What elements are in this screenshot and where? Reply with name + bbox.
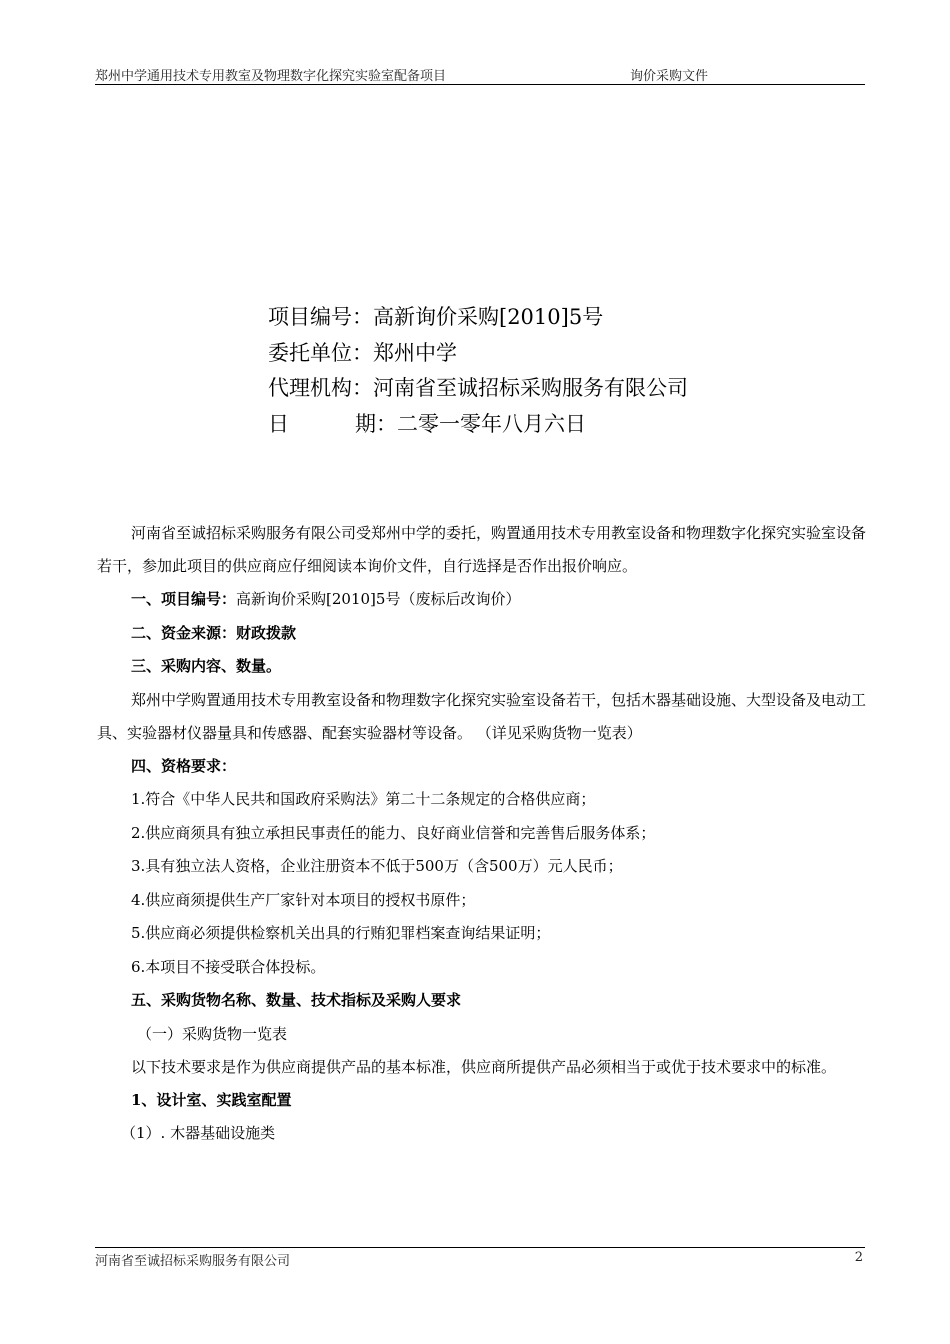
project-number-value: 高新询价采购[2010]5号	[373, 305, 604, 329]
section-3-paragraph: 郑州中学购置通用技术专用教室设备和物理数字化探究实验室设备若干，包括木器基础设施、大型设备及电动工具、实验器材仪器量具和传感器、配套实验器材等设备。 （详见采购货物一览表）	[97, 690, 867, 742]
section-5-heading: 五、采购货物名称、数量、技术指标及采购人要求	[131, 991, 462, 1009]
requirement-2: 2.供应商须具有独立承担民事责任的能力、良好商业信誉和完善售后服务体系；	[131, 823, 656, 842]
intro-paragraph: 河南省至诚招标采购服务有限公司受郑州中学的委托，购置通用技术专用教室设备和物理数字化探究实验室设备若干，参加此项目的供应商应仔细阅读本询价文件，自行选择是否作出报价响应。	[97, 524, 867, 575]
project-number-row	[268, 300, 688, 336]
requirement-5: 5.供应商必须提供检察机关出具的行贿犯罪档案查询结果证明；	[131, 924, 551, 942]
requirement-6: 6.本项目不接受联合体投标。	[131, 957, 326, 976]
client-value: 郑州中学	[373, 340, 457, 365]
date-label-second: 期：	[355, 411, 397, 436]
subsection-1-1-heading: （1）. 木器基础设施类	[121, 1124, 276, 1142]
date-row	[268, 407, 688, 443]
header-doc-type: 询价采购文件	[630, 69, 709, 84]
requirement-1: 1.符合《中华人民共和国政府采购法》第二十二条规定的合格供应商；	[131, 790, 596, 808]
date-value: 二零一零年八月六日	[397, 411, 586, 436]
date-label-first: 日	[268, 411, 289, 436]
header-title: 郑州中学通用技术专用教室及物理数字化探究实验室配备项目	[95, 69, 447, 84]
section-1-label: 一、项目编号：	[131, 590, 237, 608]
agency-row	[268, 371, 688, 407]
section-5-paragraph: 以下技术要求是作为供应商提供产品的基本标准，供应商所提供产品必须相当于或优于技术要求中的标准。	[131, 1057, 837, 1076]
section-2: 二、资金来源：财政拨款	[131, 623, 297, 642]
subsection-1-heading: 1、设计室、实践室配置	[131, 1090, 292, 1109]
footer-company: 河南省至诚招标采购服务有限公司	[95, 1254, 291, 1269]
requirement-4: 4.供应商须提供生产厂家针对本项目的授权书原件；	[131, 890, 476, 909]
page-number: 2	[854, 1250, 863, 1265]
section-4-heading: 四、资格要求：	[131, 756, 237, 775]
agency-label: 代理机构：	[268, 376, 373, 400]
project-number-label: 项目编号：	[268, 305, 373, 329]
requirement-3: 3.具有独立法人资格，企业注册资本不低于500万（含500万）元人民币；	[131, 857, 623, 875]
client-label: 委托单位：	[268, 340, 373, 365]
page-header	[95, 64, 865, 85]
agency-value: 河南省至诚招标采购服务有限公司	[373, 376, 688, 400]
section-5-subheading: （一）采购货物一览表	[137, 1024, 288, 1043]
section-3-heading: 三、采购内容、数量。	[131, 657, 282, 675]
document-body	[97, 517, 867, 1150]
section-1	[97, 583, 867, 617]
cover-info	[268, 300, 688, 442]
client-row	[268, 336, 688, 372]
section-1-text: 高新询价采购[2010]5号（废标后改询价）	[236, 590, 521, 608]
page-footer	[95, 1247, 865, 1270]
